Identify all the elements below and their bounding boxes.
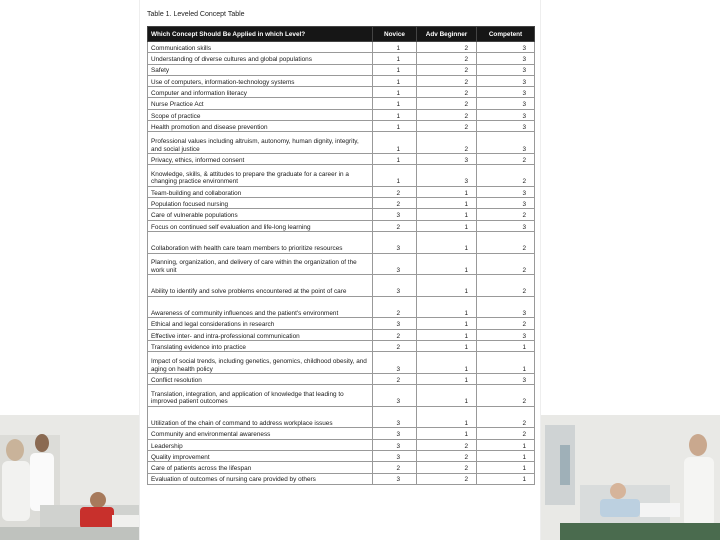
concept-cell: Professional values including altruism, autonomy, human dignity, integrity, and social justice	[148, 132, 373, 154]
concept-cell: Awareness of community influences and the patient's environment	[148, 296, 373, 318]
column-header-concept: Which Concept Should Be Applied in which Level?	[148, 27, 373, 42]
leveled-concept-table	[147, 26, 535, 485]
concept-cell: Ethical and legal considerations in research	[148, 318, 373, 329]
table-row	[148, 198, 535, 209]
table-row	[148, 450, 535, 461]
novice-cell: 1	[373, 75, 417, 86]
competent-cell: 3	[477, 373, 535, 384]
column-header-competent: Competent	[477, 27, 535, 42]
table-row	[148, 275, 535, 297]
adv-beginner-cell: 1	[417, 296, 477, 318]
adv-beginner-cell: 2	[417, 450, 477, 461]
competent-cell: 3	[477, 87, 535, 98]
competent-cell: 3	[477, 109, 535, 120]
competent-cell: 1	[477, 439, 535, 450]
concept-cell: Use of computers, information-technology systems	[148, 75, 373, 86]
adv-beginner-cell: 1	[417, 220, 477, 231]
competent-cell: 3	[477, 132, 535, 154]
concept-cell: Effective inter- and intra-professional communication	[148, 329, 373, 340]
adv-beginner-cell: 1	[417, 209, 477, 220]
competent-cell: 3	[477, 198, 535, 209]
adv-beginner-cell: 1	[417, 352, 477, 374]
novice-cell: 3	[373, 275, 417, 297]
column-header-novice: Novice	[373, 27, 417, 42]
concept-cell: Focus on continued self evaluation and life-long learning	[148, 220, 373, 231]
table-header-row	[148, 27, 535, 42]
novice-cell: 2	[373, 220, 417, 231]
novice-cell: 2	[373, 186, 417, 197]
concept-cell: Health promotion and disease prevention	[148, 121, 373, 132]
concept-cell: Ability to identify and solve problems encountered at the point of care	[148, 275, 373, 297]
novice-cell: 1	[373, 87, 417, 98]
novice-cell: 1	[373, 165, 417, 187]
adv-beginner-cell: 2	[417, 473, 477, 484]
adv-beginner-cell: 1	[417, 406, 477, 428]
concept-cell: Care of patients across the lifespan	[148, 462, 373, 473]
table-row	[148, 132, 535, 154]
table-row	[148, 462, 535, 473]
adv-beginner-cell: 1	[417, 198, 477, 209]
adv-beginner-cell: 2	[417, 121, 477, 132]
adv-beginner-cell: 1	[417, 329, 477, 340]
adv-beginner-cell: 1	[417, 373, 477, 384]
competent-cell: 2	[477, 165, 535, 187]
competent-cell: 1	[477, 473, 535, 484]
table-row	[148, 352, 535, 374]
novice-cell: 3	[373, 232, 417, 254]
concept-cell: Community and environmental awareness	[148, 428, 373, 439]
competent-cell: 2	[477, 232, 535, 254]
table-row	[148, 209, 535, 220]
adv-beginner-cell: 2	[417, 75, 477, 86]
novice-cell: 3	[373, 428, 417, 439]
adv-beginner-cell: 1	[417, 318, 477, 329]
table-row	[148, 385, 535, 407]
novice-cell: 2	[373, 329, 417, 340]
adv-beginner-cell: 2	[417, 109, 477, 120]
competent-cell: 3	[477, 75, 535, 86]
novice-cell: 3	[373, 318, 417, 329]
table-row	[148, 439, 535, 450]
novice-cell: 1	[373, 153, 417, 164]
concept-cell: Leadership	[148, 439, 373, 450]
concept-cell: Conflict resolution	[148, 373, 373, 384]
adv-beginner-cell: 2	[417, 87, 477, 98]
competent-cell: 2	[477, 406, 535, 428]
table-row	[148, 318, 535, 329]
adv-beginner-cell: 2	[417, 64, 477, 75]
novice-cell: 3	[373, 385, 417, 407]
table-row	[148, 341, 535, 352]
competent-cell: 3	[477, 220, 535, 231]
concept-cell: Understanding of diverse cultures and global populations	[148, 53, 373, 64]
adv-beginner-cell: 1	[417, 253, 477, 275]
adv-beginner-cell: 2	[417, 462, 477, 473]
concept-cell: Population focused nursing	[148, 198, 373, 209]
table-row	[148, 406, 535, 428]
novice-cell: 1	[373, 98, 417, 109]
concept-cell: Planning, organization, and delivery of care within the organization of the work unit	[148, 253, 373, 275]
adv-beginner-cell: 2	[417, 53, 477, 64]
concept-cell: Care of vulnerable populations	[148, 209, 373, 220]
concept-cell: Quality improvement	[148, 450, 373, 461]
competent-cell: 3	[477, 64, 535, 75]
competent-cell: 2	[477, 275, 535, 297]
table-row	[148, 75, 535, 86]
table-title: Table 1. Leveled Concept Table	[147, 11, 245, 18]
adv-beginner-cell: 1	[417, 186, 477, 197]
novice-cell: 3	[373, 450, 417, 461]
novice-cell: 1	[373, 42, 417, 53]
table-row	[148, 373, 535, 384]
competent-cell: 3	[477, 53, 535, 64]
table-row	[148, 98, 535, 109]
competent-cell: 2	[477, 153, 535, 164]
table-row	[148, 165, 535, 187]
concept-cell: Privacy, ethics, informed consent	[148, 153, 373, 164]
concept-cell: Scope of practice	[148, 109, 373, 120]
concept-cell: Nurse Practice Act	[148, 98, 373, 109]
competent-cell: 2	[477, 428, 535, 439]
concept-cell: Evaluation of outcomes of nursing care provided by others	[148, 473, 373, 484]
novice-cell: 1	[373, 53, 417, 64]
concept-cell: Collaboration with health care team members to prioritize resources	[148, 232, 373, 254]
table-row	[148, 153, 535, 164]
novice-cell: 3	[373, 209, 417, 220]
adv-beginner-cell: 1	[417, 341, 477, 352]
novice-cell: 2	[373, 341, 417, 352]
table-row	[148, 64, 535, 75]
adv-beginner-cell: 3	[417, 165, 477, 187]
table-row	[148, 42, 535, 53]
concept-cell: Utilization of the chain of command to address workplace issues	[148, 406, 373, 428]
novice-cell: 2	[373, 462, 417, 473]
concept-cell: Computer and information literacy	[148, 87, 373, 98]
competent-cell: 2	[477, 385, 535, 407]
competent-cell: 1	[477, 462, 535, 473]
novice-cell: 1	[373, 64, 417, 75]
adv-beginner-cell: 1	[417, 275, 477, 297]
concept-cell: Communication skills	[148, 42, 373, 53]
adv-beginner-cell: 1	[417, 232, 477, 254]
novice-cell: 3	[373, 473, 417, 484]
concept-cell: Impact of social trends, including genetics, genomics, childhood obesity, and aging on health policy	[148, 352, 373, 374]
adv-beginner-cell: 2	[417, 98, 477, 109]
table-row	[148, 109, 535, 120]
table-row	[148, 329, 535, 340]
table-row	[148, 53, 535, 64]
table-row	[148, 428, 535, 439]
competent-cell: 3	[477, 98, 535, 109]
competent-cell: 2	[477, 253, 535, 275]
adv-beginner-cell: 1	[417, 385, 477, 407]
table-row	[148, 296, 535, 318]
competent-cell: 1	[477, 341, 535, 352]
novice-cell: 2	[373, 373, 417, 384]
competent-cell: 1	[477, 450, 535, 461]
novice-cell: 3	[373, 352, 417, 374]
column-header-adv-beginner: Adv Beginner	[417, 27, 477, 42]
concept-cell: Knowledge, skills, & attitudes to prepare the graduate for a career in a changing practice environment	[148, 165, 373, 187]
concept-cell: Translating evidence into practice	[148, 341, 373, 352]
table-body	[148, 42, 535, 485]
table-row	[148, 253, 535, 275]
concept-cell: Team-building and collaboration	[148, 186, 373, 197]
novice-cell: 1	[373, 132, 417, 154]
table-row	[148, 87, 535, 98]
concept-cell: Translation, integration, and application of knowledge that leading to improved patient outcomes	[148, 385, 373, 407]
concept-cell: Safety	[148, 64, 373, 75]
competent-cell: 1	[477, 352, 535, 374]
competent-cell: 3	[477, 186, 535, 197]
competent-cell: 3	[477, 296, 535, 318]
novice-cell: 1	[373, 121, 417, 132]
competent-cell: 3	[477, 329, 535, 340]
novice-cell: 1	[373, 109, 417, 120]
adv-beginner-cell: 2	[417, 132, 477, 154]
competent-cell: 3	[477, 42, 535, 53]
competent-cell: 2	[477, 318, 535, 329]
adv-beginner-cell: 2	[417, 42, 477, 53]
novice-cell: 3	[373, 406, 417, 428]
competent-cell: 3	[477, 121, 535, 132]
document-page	[140, 0, 540, 540]
novice-cell: 2	[373, 296, 417, 318]
table-row	[148, 232, 535, 254]
adv-beginner-cell: 2	[417, 439, 477, 450]
novice-cell: 2	[373, 198, 417, 209]
table-row	[148, 220, 535, 231]
novice-cell: 3	[373, 439, 417, 450]
table-row	[148, 186, 535, 197]
novice-cell: 3	[373, 253, 417, 275]
table-row	[148, 121, 535, 132]
table-row	[148, 473, 535, 484]
competent-cell: 2	[477, 209, 535, 220]
adv-beginner-cell: 1	[417, 428, 477, 439]
adv-beginner-cell: 3	[417, 153, 477, 164]
